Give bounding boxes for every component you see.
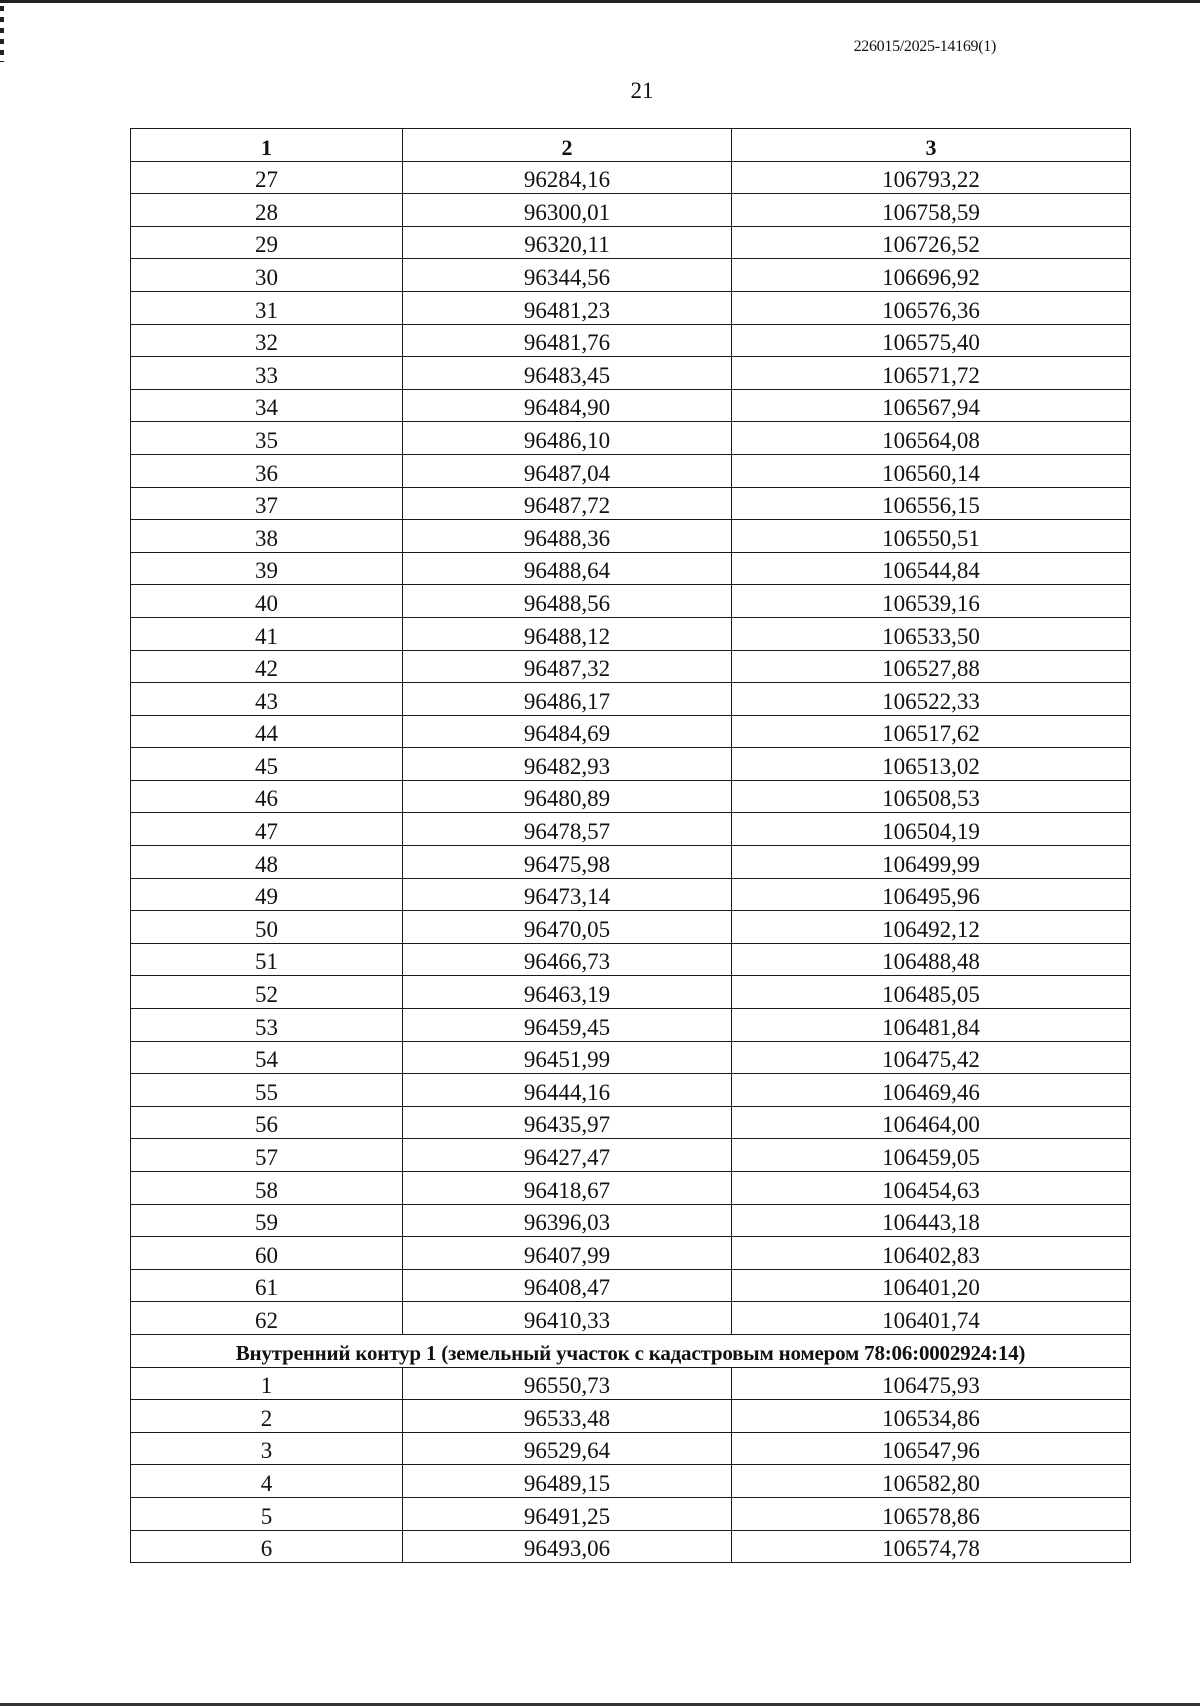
- x-coordinate-cell: 96410,33: [403, 1302, 732, 1335]
- x-coordinate-cell: 96435,97: [403, 1106, 732, 1139]
- x-coordinate-cell: 96529,64: [403, 1432, 732, 1465]
- point-number-cell: 4: [131, 1465, 403, 1498]
- point-number-cell: 58: [131, 1172, 403, 1205]
- table-header-row: [131, 129, 1131, 162]
- y-coordinate-cell: 106560,14: [732, 454, 1131, 487]
- point-number-cell: 35: [131, 422, 403, 455]
- x-coordinate-cell: 96407,99: [403, 1237, 732, 1270]
- table-row: [131, 1465, 1131, 1498]
- y-coordinate-cell: 106504,19: [732, 813, 1131, 846]
- table-row: [131, 943, 1131, 976]
- table-row: [131, 1041, 1131, 1074]
- point-number-cell: 30: [131, 259, 403, 292]
- point-number-cell: 62: [131, 1302, 403, 1335]
- y-coordinate-cell: 106499,99: [732, 846, 1131, 879]
- y-coordinate-cell: 106401,20: [732, 1269, 1131, 1302]
- x-coordinate-cell: 96344,56: [403, 259, 732, 292]
- point-number-cell: 43: [131, 683, 403, 716]
- table-row: [131, 520, 1131, 553]
- point-number-cell: 5: [131, 1497, 403, 1530]
- point-number-cell: 39: [131, 552, 403, 585]
- table-row: [131, 846, 1131, 879]
- y-coordinate-cell: 106550,51: [732, 520, 1131, 553]
- point-number-cell: 56: [131, 1106, 403, 1139]
- table-row: [131, 1497, 1131, 1530]
- scan-edge-marks: [0, 6, 4, 62]
- table-row: [131, 1009, 1131, 1042]
- y-coordinate-cell: 106793,22: [732, 161, 1131, 194]
- point-number-cell: 53: [131, 1009, 403, 1042]
- table-row: [131, 1400, 1131, 1433]
- table-row: [131, 1269, 1131, 1302]
- table-row: [131, 259, 1131, 292]
- table-row: [131, 226, 1131, 259]
- table-row: [131, 585, 1131, 618]
- y-coordinate-cell: 106492,12: [732, 911, 1131, 944]
- point-number-cell: 1: [131, 1367, 403, 1400]
- point-number-cell: 32: [131, 324, 403, 357]
- x-coordinate-cell: 96487,72: [403, 487, 732, 520]
- y-coordinate-cell: 106533,50: [732, 617, 1131, 650]
- point-number-cell: 38: [131, 520, 403, 553]
- x-coordinate-cell: 96491,25: [403, 1497, 732, 1530]
- y-coordinate-cell: 106696,92: [732, 259, 1131, 292]
- y-coordinate-cell: 106475,42: [732, 1041, 1131, 1074]
- table-row: [131, 1139, 1131, 1172]
- point-number-cell: 42: [131, 650, 403, 683]
- x-coordinate-cell: 96481,23: [403, 291, 732, 324]
- x-coordinate-cell: 96488,64: [403, 552, 732, 585]
- table-body: [131, 161, 1131, 1563]
- coordinates-table: [130, 128, 1131, 1563]
- top-border-line: [0, 0, 1200, 3]
- x-coordinate-cell: 96466,73: [403, 943, 732, 976]
- x-coordinate-cell: 96451,99: [403, 1041, 732, 1074]
- x-coordinate-cell: 96550,73: [403, 1367, 732, 1400]
- table-row: [131, 650, 1131, 683]
- x-coordinate-cell: 96396,03: [403, 1204, 732, 1237]
- column-header-1: 1: [131, 129, 403, 162]
- point-number-cell: 3: [131, 1432, 403, 1465]
- x-coordinate-cell: 96478,57: [403, 813, 732, 846]
- table-row: [131, 161, 1131, 194]
- document-number: 226015/2025-14169(1): [853, 38, 996, 55]
- y-coordinate-cell: 106575,40: [732, 324, 1131, 357]
- column-header-3: 3: [732, 129, 1131, 162]
- x-coordinate-cell: 96482,93: [403, 748, 732, 781]
- table-row: [131, 780, 1131, 813]
- x-coordinate-cell: 96487,04: [403, 454, 732, 487]
- point-number-cell: 47: [131, 813, 403, 846]
- x-coordinate-cell: 96444,16: [403, 1074, 732, 1107]
- y-coordinate-cell: 106459,05: [732, 1139, 1131, 1172]
- table-row: [131, 715, 1131, 748]
- point-number-cell: 61: [131, 1269, 403, 1302]
- table-row: [131, 911, 1131, 944]
- x-coordinate-cell: 96408,47: [403, 1269, 732, 1302]
- x-coordinate-cell: 96489,15: [403, 1465, 732, 1498]
- point-number-cell: 40: [131, 585, 403, 618]
- y-coordinate-cell: 106578,86: [732, 1497, 1131, 1530]
- table-row: [131, 324, 1131, 357]
- x-coordinate-cell: 96459,45: [403, 1009, 732, 1042]
- table-row: [131, 389, 1131, 422]
- y-coordinate-cell: 106443,18: [732, 1204, 1131, 1237]
- table-row: [131, 1074, 1131, 1107]
- table-row: [131, 1106, 1131, 1139]
- point-number-cell: 29: [131, 226, 403, 259]
- x-coordinate-cell: 96493,06: [403, 1530, 732, 1563]
- table-row: [131, 1367, 1131, 1400]
- page-number: 21: [630, 78, 654, 103]
- y-coordinate-cell: 106726,52: [732, 226, 1131, 259]
- x-coordinate-cell: 96463,19: [403, 976, 732, 1009]
- column-header-2: 2: [403, 129, 732, 162]
- x-coordinate-cell: 96481,76: [403, 324, 732, 357]
- x-coordinate-cell: 96475,98: [403, 846, 732, 879]
- point-number-cell: 44: [131, 715, 403, 748]
- point-number-cell: 28: [131, 194, 403, 227]
- table-row: [131, 454, 1131, 487]
- y-coordinate-cell: 106574,78: [732, 1530, 1131, 1563]
- point-number-cell: 27: [131, 161, 403, 194]
- point-number-cell: 49: [131, 878, 403, 911]
- table-row: [131, 1302, 1131, 1335]
- table-row: [131, 291, 1131, 324]
- table-row: [131, 1530, 1131, 1563]
- point-number-cell: 46: [131, 780, 403, 813]
- y-coordinate-cell: 106534,86: [732, 1400, 1131, 1433]
- y-coordinate-cell: 106564,08: [732, 422, 1131, 455]
- point-number-cell: 50: [131, 911, 403, 944]
- y-coordinate-cell: 106495,96: [732, 878, 1131, 911]
- point-number-cell: 54: [131, 1041, 403, 1074]
- y-coordinate-cell: 106567,94: [732, 389, 1131, 422]
- x-coordinate-cell: 96320,11: [403, 226, 732, 259]
- x-coordinate-cell: 96300,01: [403, 194, 732, 227]
- table-row: [131, 748, 1131, 781]
- y-coordinate-cell: 106475,93: [732, 1367, 1131, 1400]
- y-coordinate-cell: 106485,05: [732, 976, 1131, 1009]
- x-coordinate-cell: 96487,32: [403, 650, 732, 683]
- x-coordinate-cell: 96284,16: [403, 161, 732, 194]
- x-coordinate-cell: 96484,90: [403, 389, 732, 422]
- point-number-cell: 55: [131, 1074, 403, 1107]
- table-row: [131, 813, 1131, 846]
- point-number-cell: 37: [131, 487, 403, 520]
- table-row: [131, 487, 1131, 520]
- y-coordinate-cell: 106488,48: [732, 943, 1131, 976]
- point-number-cell: 60: [131, 1237, 403, 1270]
- y-coordinate-cell: 106576,36: [732, 291, 1131, 324]
- point-number-cell: 6: [131, 1530, 403, 1563]
- table-row: [131, 683, 1131, 716]
- x-coordinate-cell: 96470,05: [403, 911, 732, 944]
- x-coordinate-cell: 96488,12: [403, 617, 732, 650]
- y-coordinate-cell: 106556,15: [732, 487, 1131, 520]
- point-number-cell: 36: [131, 454, 403, 487]
- y-coordinate-cell: 106469,46: [732, 1074, 1131, 1107]
- point-number-cell: 31: [131, 291, 403, 324]
- y-coordinate-cell: 106401,74: [732, 1302, 1131, 1335]
- y-coordinate-cell: 106544,84: [732, 552, 1131, 585]
- y-coordinate-cell: 106582,80: [732, 1465, 1131, 1498]
- section-title: Внутренний контур 1 (земельный участок с кадастровым номером 78:06:0002924:14): [131, 1334, 1131, 1367]
- x-coordinate-cell: 96533,48: [403, 1400, 732, 1433]
- x-coordinate-cell: 96486,17: [403, 683, 732, 716]
- y-coordinate-cell: 106508,53: [732, 780, 1131, 813]
- point-number-cell: 41: [131, 617, 403, 650]
- table-row: [131, 878, 1131, 911]
- point-number-cell: 52: [131, 976, 403, 1009]
- table-row: [131, 194, 1131, 227]
- x-coordinate-cell: 96484,69: [403, 715, 732, 748]
- table-row: [131, 1432, 1131, 1465]
- y-coordinate-cell: 106481,84: [732, 1009, 1131, 1042]
- point-number-cell: 48: [131, 846, 403, 879]
- table-row: [131, 976, 1131, 1009]
- table-row: [131, 422, 1131, 455]
- point-number-cell: 33: [131, 357, 403, 390]
- x-coordinate-cell: 96473,14: [403, 878, 732, 911]
- y-coordinate-cell: 106464,00: [732, 1106, 1131, 1139]
- point-number-cell: 45: [131, 748, 403, 781]
- point-number-cell: 34: [131, 389, 403, 422]
- x-coordinate-cell: 96480,89: [403, 780, 732, 813]
- table-row: [131, 552, 1131, 585]
- y-coordinate-cell: 106539,16: [732, 585, 1131, 618]
- table-row: [131, 357, 1131, 390]
- x-coordinate-cell: 96488,36: [403, 520, 732, 553]
- x-coordinate-cell: 96486,10: [403, 422, 732, 455]
- y-coordinate-cell: 106454,63: [732, 1172, 1131, 1205]
- point-number-cell: 57: [131, 1139, 403, 1172]
- y-coordinate-cell: 106402,83: [732, 1237, 1131, 1270]
- x-coordinate-cell: 96483,45: [403, 357, 732, 390]
- table-row: [131, 1204, 1131, 1237]
- x-coordinate-cell: 96488,56: [403, 585, 732, 618]
- point-number-cell: 59: [131, 1204, 403, 1237]
- y-coordinate-cell: 106522,33: [732, 683, 1131, 716]
- point-number-cell: 2: [131, 1400, 403, 1433]
- y-coordinate-cell: 106547,96: [732, 1432, 1131, 1465]
- y-coordinate-cell: 106517,62: [732, 715, 1131, 748]
- table-row: [131, 1172, 1131, 1205]
- x-coordinate-cell: 96418,67: [403, 1172, 732, 1205]
- y-coordinate-cell: 106571,72: [732, 357, 1131, 390]
- y-coordinate-cell: 106513,02: [732, 748, 1131, 781]
- table-row: [131, 1237, 1131, 1270]
- table-row: [131, 617, 1131, 650]
- x-coordinate-cell: 96427,47: [403, 1139, 732, 1172]
- y-coordinate-cell: 106758,59: [732, 194, 1131, 227]
- section-header-row: [131, 1334, 1131, 1367]
- point-number-cell: 51: [131, 943, 403, 976]
- y-coordinate-cell: 106527,88: [732, 650, 1131, 683]
